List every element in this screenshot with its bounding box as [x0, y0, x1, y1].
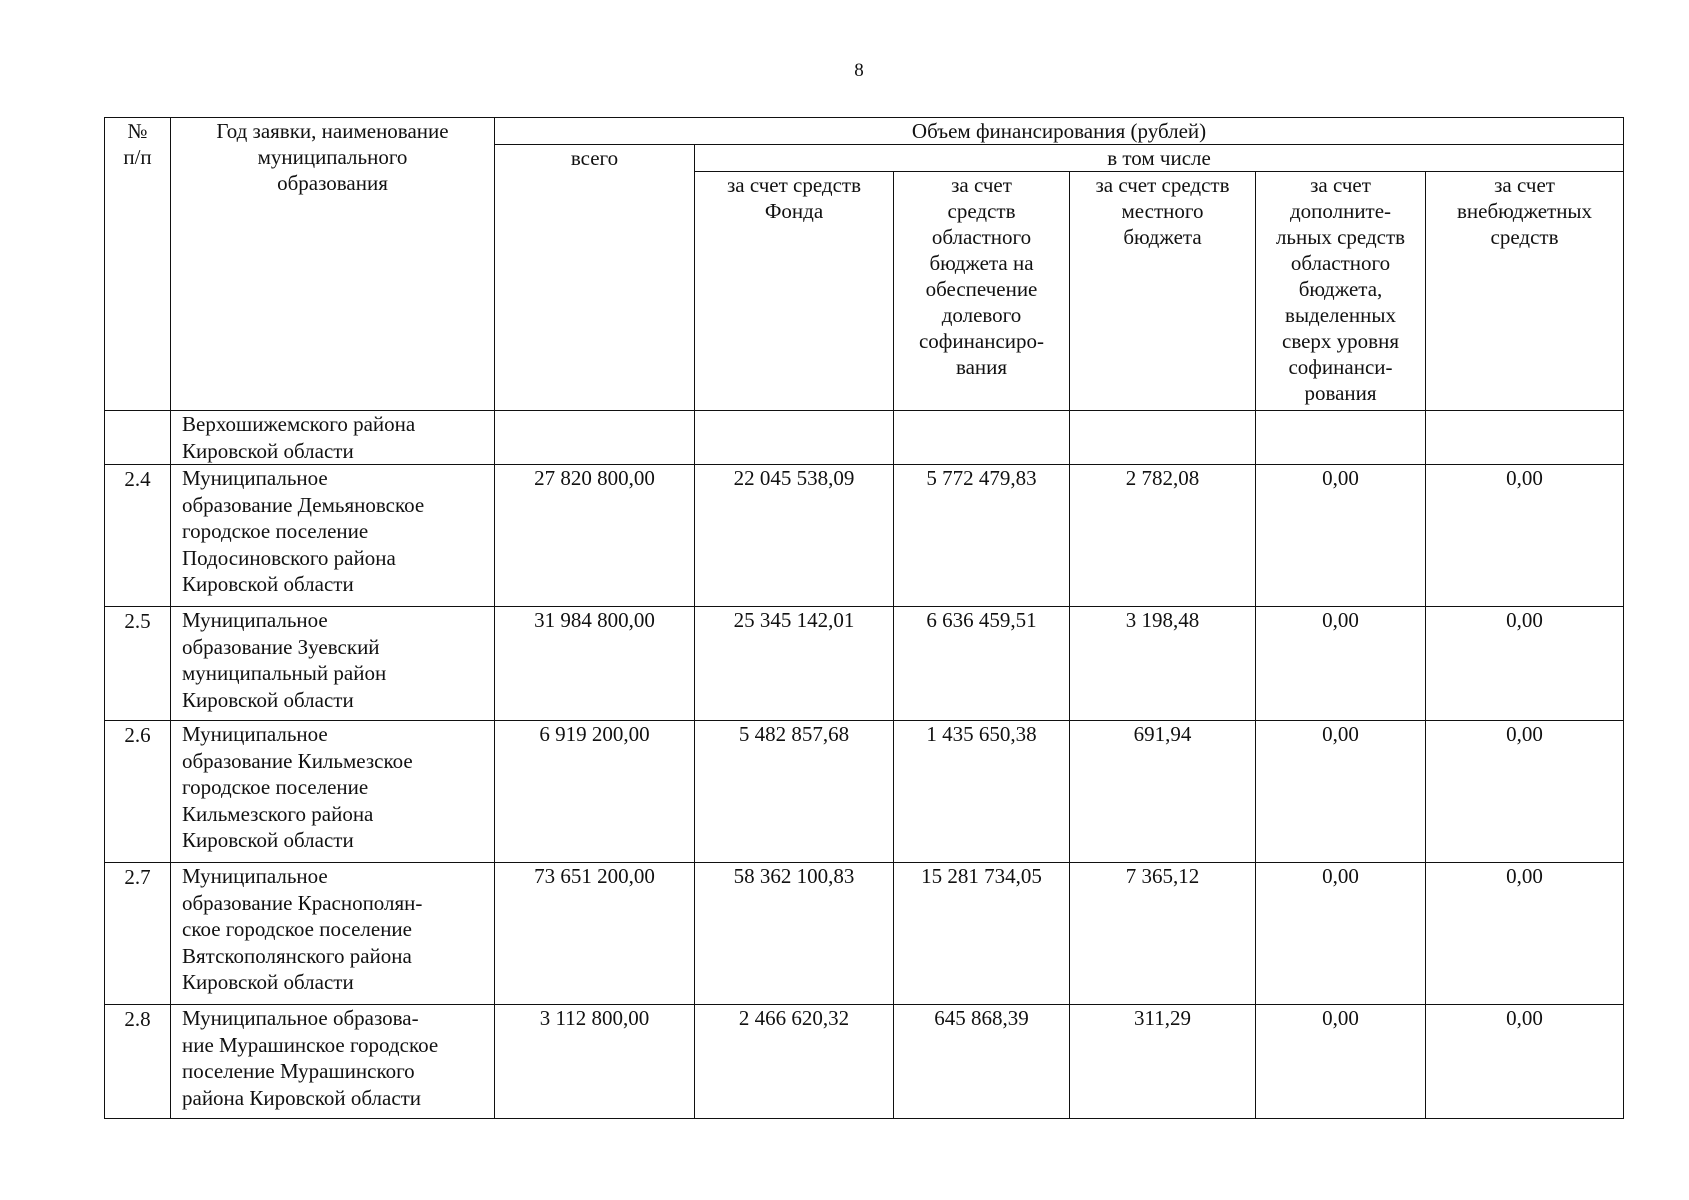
row-name-line: муниципальный район	[182, 661, 387, 685]
header-number-line1: №	[127, 119, 148, 143]
row-local: 3 198,48	[1070, 607, 1256, 721]
row-regional	[894, 411, 1070, 465]
row-regional: 6 636 459,51	[894, 607, 1070, 721]
row-extrabudget: 0,00	[1426, 1005, 1624, 1119]
header-regional-line: средств	[947, 199, 1016, 223]
header-fund-line: Фонда	[764, 199, 824, 223]
row-name-line: образование Краснополян-	[182, 890, 423, 915]
header-local	[1070, 172, 1256, 411]
row-additional: 0,00	[1256, 863, 1426, 1005]
row-local: 7 365,12	[1070, 863, 1256, 1005]
row-total: 31 984 800,00	[495, 607, 695, 721]
row-number: 2.6	[105, 721, 171, 863]
row-additional: 0,00	[1256, 607, 1426, 721]
row-fund: 22 045 538,09	[695, 465, 894, 607]
row-name-line: Кировской области	[182, 970, 354, 994]
row-fund: 5 482 857,68	[695, 721, 894, 863]
header-additional-line: льных средств	[1275, 225, 1406, 249]
row-number: 2.4	[105, 465, 171, 607]
row-name-line: Муниципальное	[182, 722, 328, 746]
row-name-line: района Кировской области	[182, 1085, 422, 1110]
header-regional-line: долевого	[941, 303, 1022, 327]
row-extrabudget: 0,00	[1426, 465, 1624, 607]
header-additional-line: бюджета,	[1298, 277, 1383, 301]
row-name-line: образование Зуевский	[182, 634, 380, 659]
header-regional-line: областного	[931, 225, 1032, 249]
row-name-line: Муниципальное	[182, 608, 328, 632]
row-name-line: поселение Мурашинского	[182, 1059, 415, 1083]
header-fund-line: за счет средств	[726, 173, 862, 197]
row-local: 691,94	[1070, 721, 1256, 863]
row-fund: 25 345 142,01	[695, 607, 894, 721]
header-additional	[1256, 172, 1426, 411]
header-extrabudget-line: за счет	[1494, 173, 1555, 197]
row-extrabudget: 0,00	[1426, 607, 1624, 721]
header-local-line: местного	[1121, 199, 1204, 223]
header-extrabudget-line: средств	[1490, 225, 1559, 249]
row-total	[495, 411, 695, 465]
header-name-line2: муниципального	[257, 145, 408, 169]
row-extrabudget	[1426, 411, 1624, 465]
row-name-line: образование Демьяновское	[182, 492, 425, 517]
table-row	[105, 1005, 1624, 1119]
row-name-line: ское городское поселение	[182, 917, 412, 941]
header-extrabudget-line: внебюджетных	[1457, 199, 1593, 223]
header-local-line: бюджета	[1123, 225, 1202, 249]
table-row	[105, 411, 1624, 465]
row-regional: 645 868,39	[894, 1005, 1070, 1119]
row-name-line: Муниципальное	[182, 864, 328, 888]
row-name-line: Вятскополянского района	[182, 943, 412, 968]
row-name-line: Кировской области	[182, 687, 354, 712]
row-name	[171, 721, 495, 863]
header-name	[171, 118, 495, 411]
header-row-1	[105, 118, 1624, 145]
row-name-line: Кильмезского района	[182, 801, 374, 826]
table-body	[105, 411, 1624, 1119]
row-name-line: Кировской области	[182, 438, 354, 463]
row-extrabudget: 0,00	[1426, 863, 1624, 1005]
financing-table	[104, 117, 1624, 1119]
header-number	[105, 118, 171, 411]
row-total: 27 820 800,00	[495, 465, 695, 607]
row-total: 6 919 200,00	[495, 721, 695, 863]
table-row	[105, 465, 1624, 607]
table-row	[105, 721, 1624, 863]
row-name-line: городское поселение	[182, 775, 369, 799]
row-fund	[695, 411, 894, 465]
row-number	[105, 411, 171, 465]
row-name	[171, 411, 495, 465]
row-regional: 15 281 734,05	[894, 863, 1070, 1005]
page-number: 8	[854, 60, 864, 81]
row-name-line: Подосиновского района	[182, 545, 396, 570]
header-additional-line: за счет	[1310, 173, 1371, 197]
row-regional: 1 435 650,38	[894, 721, 1070, 863]
header-regional-line: софинансиро-	[918, 329, 1044, 353]
row-extrabudget: 0,00	[1426, 721, 1624, 863]
header-name-line1: Год заявки, наименование	[216, 119, 449, 143]
header-additional-line: рования	[1304, 381, 1377, 405]
row-additional	[1256, 411, 1426, 465]
header-financing-group: Объем финансирования (рублей)	[495, 118, 1624, 145]
header-name-line3: образования	[277, 171, 388, 195]
header-regional	[894, 172, 1070, 411]
row-name-line: Муниципальное образова-	[182, 1006, 419, 1030]
row-name	[171, 607, 495, 721]
header-regional-line: за счет	[951, 173, 1012, 197]
row-fund: 2 466 620,32	[695, 1005, 894, 1119]
table-row	[105, 863, 1624, 1005]
header-including: в том числе	[695, 145, 1624, 172]
row-additional: 0,00	[1256, 1005, 1426, 1119]
row-additional: 0,00	[1256, 465, 1426, 607]
table-row	[105, 607, 1624, 721]
header-number-line2: п/п	[123, 145, 152, 169]
row-local: 311,29	[1070, 1005, 1256, 1119]
header-regional-line: обеспечение	[925, 277, 1038, 301]
header-additional-line: выделенных	[1285, 303, 1396, 327]
row-additional: 0,00	[1256, 721, 1426, 863]
header-fund	[695, 172, 894, 411]
header-additional-line: сверх уровня	[1282, 329, 1399, 353]
header-additional-line: дополните-	[1289, 199, 1392, 223]
row-name-line: образование Кильмезское	[182, 748, 413, 773]
row-number: 2.8	[105, 1005, 171, 1119]
row-regional: 5 772 479,83	[894, 465, 1070, 607]
header-extrabudget	[1426, 172, 1624, 411]
row-name-line: Муниципальное	[182, 466, 328, 490]
row-local	[1070, 411, 1256, 465]
row-total: 3 112 800,00	[495, 1005, 695, 1119]
row-name-line: Кировской области	[182, 572, 354, 596]
row-name-line: ние Мурашинское городское	[182, 1032, 439, 1057]
row-fund: 58 362 100,83	[695, 863, 894, 1005]
row-name	[171, 1005, 495, 1119]
header-local-line: за счет средств	[1095, 173, 1230, 197]
row-number: 2.5	[105, 607, 171, 721]
header-total: всего	[495, 145, 695, 411]
row-name	[171, 863, 495, 1005]
row-local: 2 782,08	[1070, 465, 1256, 607]
header-additional-line: областного	[1290, 251, 1391, 275]
row-name-line: Кировской области	[182, 828, 354, 852]
header-additional-line: софинанси-	[1288, 355, 1393, 379]
row-number: 2.7	[105, 863, 171, 1005]
row-name-line: Верхошижемского района	[182, 412, 416, 436]
header-regional-line: вания	[955, 355, 1008, 379]
header-regional-line: бюджета на	[929, 251, 1034, 275]
row-name-line: городское поселение	[182, 519, 369, 543]
row-total: 73 651 200,00	[495, 863, 695, 1005]
row-name	[171, 465, 495, 607]
